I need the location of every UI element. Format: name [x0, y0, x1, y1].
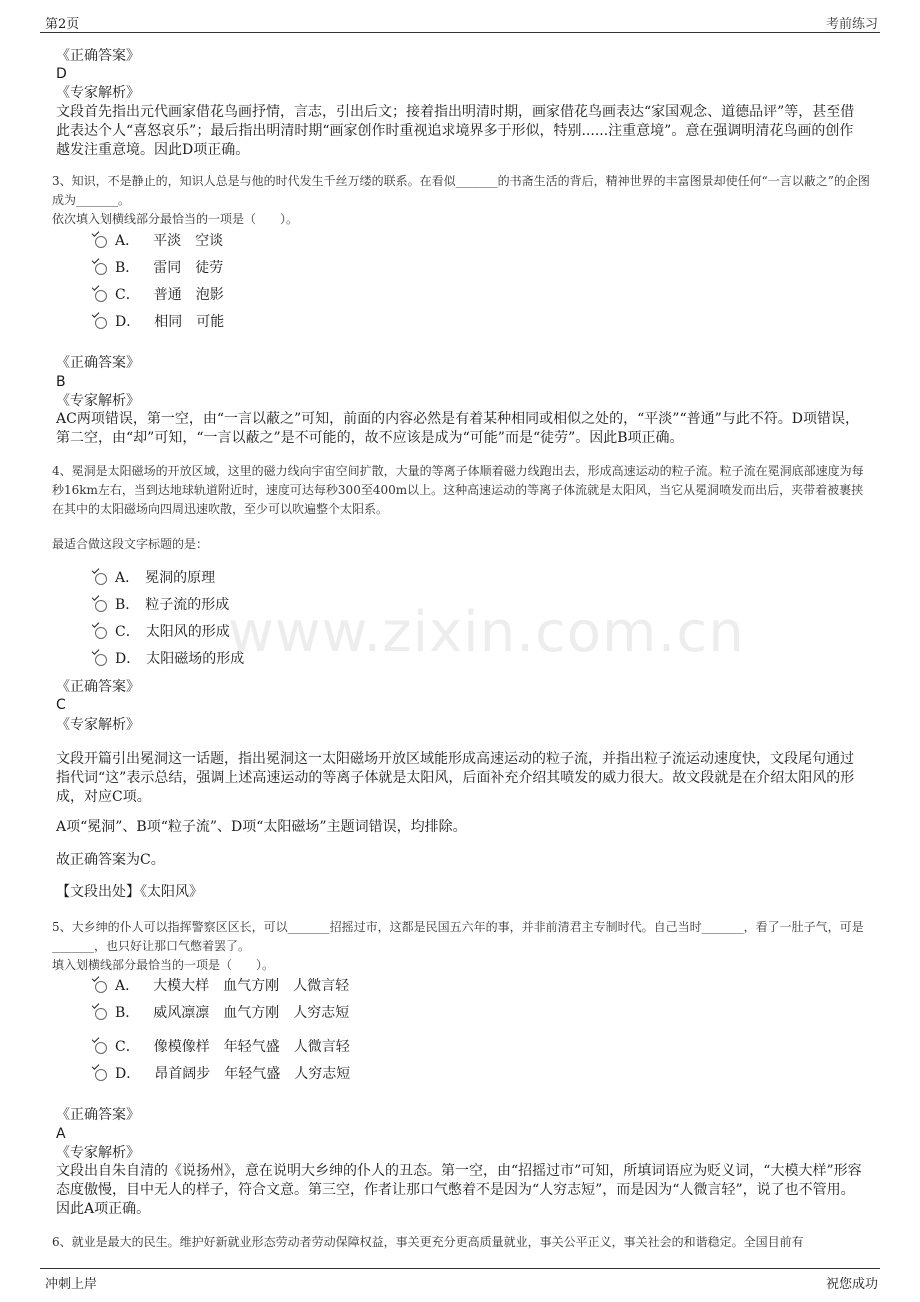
radio-check-icon: [95, 317, 107, 329]
question-4-option-c[interactable]: C． 太阳风的形成: [95, 622, 230, 642]
analysis-text: A项“冕洞”、B项“粒子流”、D项“太阳磁场”主题词错误，均排除。: [56, 819, 467, 835]
question-3-option-b[interactable]: B． 雷同 徒劳: [95, 258, 223, 278]
watermark: www.zixin.com.cn: [228, 600, 745, 665]
radio-check-icon: [95, 1042, 107, 1054]
source-note: 【文段出处】《太阳风》: [56, 884, 203, 900]
radio-check-icon: [95, 263, 107, 275]
answer-label: 《正确答案》: [56, 48, 140, 64]
question-4-option-a[interactable]: A． 冕洞的原理: [95, 568, 215, 588]
page-number: 第2页: [45, 17, 80, 32]
radio-check-icon: [95, 236, 107, 248]
radio-check-icon: [95, 1008, 107, 1020]
analysis-text: 故正确答案为C。: [56, 852, 165, 868]
question-3-option-d[interactable]: D． 相同 可能: [95, 312, 224, 332]
footer-right: 祝您成功: [825, 1277, 878, 1292]
radio-check-icon: [95, 627, 107, 639]
question-5-option-a[interactable]: A． 大模大样 血气方刚 人微言轻: [95, 976, 349, 996]
question-4-option-d[interactable]: D． 太阳磁场的形成: [95, 649, 244, 669]
answer-label: 《正确答案》: [56, 679, 140, 695]
question-3-prompt: 依次填入划横线部分最恰当的一项是（ ）。: [52, 212, 299, 226]
answer-value: B: [56, 374, 66, 390]
answer-value: D: [56, 66, 67, 82]
question-3-stem: 3、知识，不是静止的，知识人总是与他的时代发生千丝万缕的联系。在看似_______的书斋生活的背后，精神世界的丰富图景却使任何“一言以蔽之”的企图成为_______。: [52, 174, 870, 207]
footer-left: 冲刺上岸: [45, 1277, 98, 1292]
question-4-stem: 4、冕洞是太阳磁场的开放区域，这里的磁力线向宇宙空间扩散，大量的等离子体顺着磁力线跑出去，形成高速运动的粒子流。粒子流在冕洞底部速度为每秒16km左右，当到达地球轨道附近时，速度可达每秒300至400m以上。这种高速运动的等离子体流就是太阳风，当它从冕洞喷发而出后，夹带着被裹挟在其中的太阳磁场向四周迅速吹散，至少可以吹遍整个太阳系。: [52, 464, 864, 516]
question-5-stem: 5、大乡绅的仆人可以指挥警察区区长，可以_______招摇过市，这都是民国五六年的事，并非前清君主专制时代。自己当时_______，看了一肚子气，可是_______，也只好让那口气憋着罢了。: [52, 920, 864, 953]
analysis-text: 文段首先指出元代画家借花鸟画抒情，言志，引出后文；接着指出明清时期，画家借花鸟画表达“家国观念、道德品评”等，甚至借此表达个人“喜怒哀乐”；最后指出明清时期“画家创作时重视追求境界多于形似，特别......注重意境”。意在强调明清花鸟画的创作越发注重意境。因此D项正确。: [56, 104, 855, 158]
radio-check-icon: [95, 290, 107, 302]
question-5-option-b[interactable]: B． 威风凛凛 血气方刚 人穷志短: [95, 1003, 349, 1023]
analysis-text: 文段开篇引出冕洞这一话题，指出冕洞这一太阳磁场开放区域能形成高速运动的粒子流，并指出粒子流运动速度快，文段尾句通过指代词“这”表示总结，强调上述高速运动的等离子体就是太阳风，后面补充介绍其喷发的威力很大。故文段就是在介绍太阳风的形成，对应C项。: [56, 751, 855, 805]
analysis-label: 《专家解析》: [56, 393, 140, 409]
answer-label: 《正确答案》: [56, 355, 140, 371]
radio-check-icon: [95, 1069, 107, 1081]
question-5-prompt: 填入划横线部分最恰当的一项是（ ）。: [52, 958, 275, 972]
analysis-label: 《专家解析》: [56, 1145, 140, 1161]
answer-value: C: [56, 697, 66, 713]
page-header: [40, 10, 880, 33]
question-4-prompt: 最适合做这段文字标题的是：: [52, 537, 209, 551]
question-3-option-c[interactable]: C． 普通 泡影: [95, 285, 224, 305]
question-5-option-d[interactable]: D． 昂首阔步 年轻气盛 人穷志短: [95, 1064, 350, 1084]
page-footer: [40, 1268, 880, 1293]
question-3-option-a[interactable]: A． 平淡 空谈: [95, 231, 223, 251]
answer-label: 《正确答案》: [56, 1107, 140, 1123]
analysis-label: 《专家解析》: [56, 717, 140, 733]
radio-check-icon: [95, 981, 107, 993]
question-4-option-b[interactable]: B． 粒子流的形成: [95, 595, 229, 615]
radio-check-icon: [95, 573, 107, 585]
header-title: 考前练习: [825, 17, 878, 32]
radio-check-icon: [95, 654, 107, 666]
answer-value: A: [56, 1126, 66, 1142]
analysis-text: 文段出自朱自清的《说扬州》，意在说明大乡绅的仆人的丑态。第一空，由“招摇过市”可知，所填词语应为贬义词，“大模大样”形容态度傲慢，目中无人的样子，符合文意。第三空，作者让那口气憋着不是因为“人穷志短”，而是因为“人微言轻”，说了也不管用。因此A项正确。: [56, 1163, 862, 1217]
question-6-stem: 6、就业是最大的民生。维护好新就业形态劳动者劳动保障权益，事关更充分更高质量就业，事关公平正义，事关社会的和谐稳定。全国目前有: [52, 1235, 804, 1249]
radio-check-icon: [95, 600, 107, 612]
analysis-label: 《专家解析》: [56, 85, 140, 101]
analysis-text: AC两项错误，第一空，由“一言以蔽之”可知，前面的内容必然是有着某种相同或相似之处的，“平淡”“普通”与此不符。D项错误，第二空，由“却”可知，“一言以蔽之”是不可能的，故不应该是成为“可能”而是“徒劳”。因此B项正确。: [56, 411, 859, 446]
question-5-option-c[interactable]: C． 像模像样 年轻气盛 人微言轻: [95, 1037, 350, 1057]
